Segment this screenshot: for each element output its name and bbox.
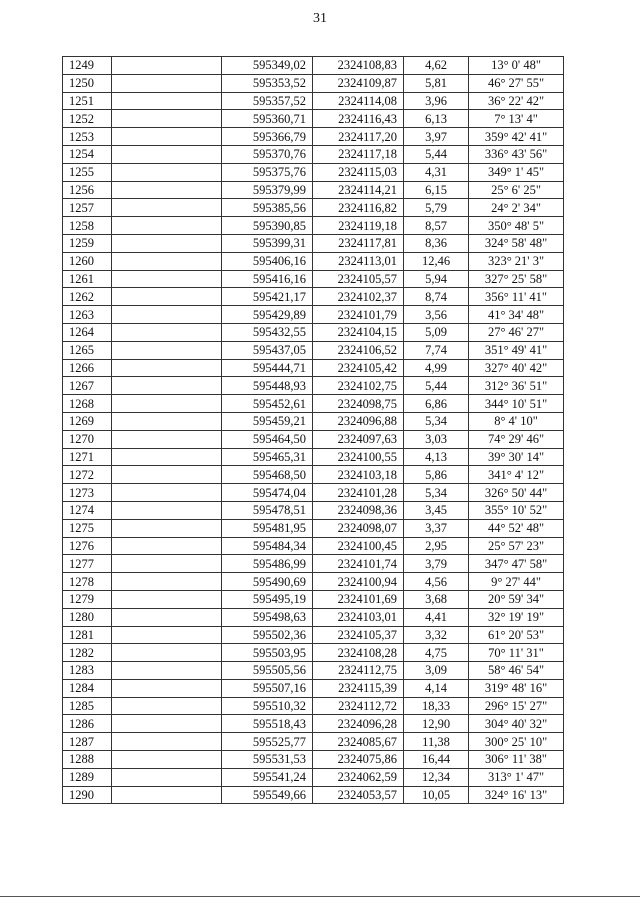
table-row xyxy=(63,484,564,502)
point-number-cell: 1271 xyxy=(63,448,112,466)
y-coordinate-cell: 2324115,03 xyxy=(313,163,404,181)
blank-cell xyxy=(112,377,222,395)
distance-cell: 6,13 xyxy=(404,110,469,128)
x-coordinate-cell: 595525,77 xyxy=(222,733,313,751)
point-number-cell: 1268 xyxy=(63,395,112,413)
bearing-cell: 336° 43' 56" xyxy=(469,145,564,163)
table-row xyxy=(63,92,564,110)
bearing-cell: 324° 58' 48" xyxy=(469,234,564,252)
bearing-cell: 324° 16' 13" xyxy=(469,786,564,804)
table-row xyxy=(63,288,564,306)
y-coordinate-cell: 2324085,67 xyxy=(313,733,404,751)
blank-cell xyxy=(112,537,222,555)
point-number-cell: 1272 xyxy=(63,466,112,484)
distance-cell: 8,74 xyxy=(404,288,469,306)
blank-cell xyxy=(112,430,222,448)
bearing-cell: 326° 50' 44" xyxy=(469,484,564,502)
bearing-cell: 7° 13' 4" xyxy=(469,110,564,128)
y-coordinate-cell: 2324117,20 xyxy=(313,128,404,146)
distance-cell: 5,79 xyxy=(404,199,469,217)
bearing-cell: 313° 1' 47" xyxy=(469,768,564,786)
y-coordinate-cell: 2324096,88 xyxy=(313,412,404,430)
y-coordinate-cell: 2324098,07 xyxy=(313,519,404,537)
blank-cell xyxy=(112,626,222,644)
x-coordinate-cell: 595416,16 xyxy=(222,270,313,288)
y-coordinate-cell: 2324114,08 xyxy=(313,92,404,110)
table-row xyxy=(63,110,564,128)
blank-cell xyxy=(112,484,222,502)
x-coordinate-cell: 595490,69 xyxy=(222,573,313,591)
distance-cell: 12,90 xyxy=(404,715,469,733)
bearing-cell: 344° 10' 51" xyxy=(469,395,564,413)
x-coordinate-cell: 595495,19 xyxy=(222,590,313,608)
blank-cell xyxy=(112,252,222,270)
x-coordinate-cell: 595498,63 xyxy=(222,608,313,626)
point-number-cell: 1278 xyxy=(63,573,112,591)
table-row xyxy=(63,786,564,804)
distance-cell: 5,34 xyxy=(404,484,469,502)
point-number-cell: 1265 xyxy=(63,341,112,359)
distance-cell: 12,34 xyxy=(404,768,469,786)
y-coordinate-cell: 2324113,01 xyxy=(313,252,404,270)
distance-cell: 4,31 xyxy=(404,163,469,181)
y-coordinate-cell: 2324100,55 xyxy=(313,448,404,466)
table-row xyxy=(63,359,564,377)
coordinate-table xyxy=(62,56,564,804)
table-row xyxy=(63,644,564,662)
table-row xyxy=(63,626,564,644)
bearing-cell: 341° 4' 12" xyxy=(469,466,564,484)
point-number-cell: 1254 xyxy=(63,145,112,163)
point-number-cell: 1274 xyxy=(63,501,112,519)
point-number-cell: 1288 xyxy=(63,751,112,769)
bearing-cell: 312° 36' 51" xyxy=(469,377,564,395)
y-coordinate-cell: 2324115,39 xyxy=(313,679,404,697)
bearing-cell: 70° 11' 31" xyxy=(469,644,564,662)
blank-cell xyxy=(112,74,222,92)
table-row xyxy=(63,537,564,555)
blank-cell xyxy=(112,733,222,751)
point-number-cell: 1289 xyxy=(63,768,112,786)
point-number-cell: 1279 xyxy=(63,590,112,608)
distance-cell: 5,09 xyxy=(404,323,469,341)
point-number-cell: 1249 xyxy=(63,57,112,75)
y-coordinate-cell: 2324102,75 xyxy=(313,377,404,395)
bearing-cell: 36° 22' 42" xyxy=(469,92,564,110)
blank-cell xyxy=(112,519,222,537)
x-coordinate-cell: 595406,16 xyxy=(222,252,313,270)
x-coordinate-cell: 595444,71 xyxy=(222,359,313,377)
table-row xyxy=(63,234,564,252)
distance-cell: 5,44 xyxy=(404,145,469,163)
x-coordinate-cell: 595507,16 xyxy=(222,679,313,697)
bearing-cell: 27° 46' 27" xyxy=(469,323,564,341)
blank-cell xyxy=(112,288,222,306)
bearing-cell: 359° 42' 41" xyxy=(469,128,564,146)
bearing-cell: 349° 1' 45" xyxy=(469,163,564,181)
point-number-cell: 1284 xyxy=(63,679,112,697)
y-coordinate-cell: 2324062,59 xyxy=(313,768,404,786)
distance-cell: 4,75 xyxy=(404,644,469,662)
x-coordinate-cell: 595478,51 xyxy=(222,501,313,519)
x-coordinate-cell: 595379,99 xyxy=(222,181,313,199)
point-number-cell: 1273 xyxy=(63,484,112,502)
x-coordinate-cell: 595353,52 xyxy=(222,74,313,92)
table-row xyxy=(63,199,564,217)
blank-cell xyxy=(112,662,222,680)
point-number-cell: 1250 xyxy=(63,74,112,92)
y-coordinate-cell: 2324101,79 xyxy=(313,306,404,324)
distance-cell: 5,81 xyxy=(404,74,469,92)
point-number-cell: 1276 xyxy=(63,537,112,555)
bearing-cell: 296° 15' 27" xyxy=(469,697,564,715)
point-number-cell: 1277 xyxy=(63,555,112,573)
distance-cell: 16,44 xyxy=(404,751,469,769)
distance-cell: 6,86 xyxy=(404,395,469,413)
table-row xyxy=(63,323,564,341)
distance-cell: 3,03 xyxy=(404,430,469,448)
y-coordinate-cell: 2324098,36 xyxy=(313,501,404,519)
y-coordinate-cell: 2324108,28 xyxy=(313,644,404,662)
y-coordinate-cell: 2324100,45 xyxy=(313,537,404,555)
bearing-cell: 20° 59' 34" xyxy=(469,590,564,608)
table-row xyxy=(63,217,564,235)
bearing-cell: 8° 4' 10" xyxy=(469,412,564,430)
x-coordinate-cell: 595484,34 xyxy=(222,537,313,555)
distance-cell: 2,95 xyxy=(404,537,469,555)
y-coordinate-cell: 2324101,28 xyxy=(313,484,404,502)
bearing-cell: 41° 34' 48" xyxy=(469,306,564,324)
point-number-cell: 1257 xyxy=(63,199,112,217)
x-coordinate-cell: 595549,66 xyxy=(222,786,313,804)
blank-cell xyxy=(112,573,222,591)
blank-cell xyxy=(112,590,222,608)
blank-cell xyxy=(112,644,222,662)
x-coordinate-cell: 595399,31 xyxy=(222,234,313,252)
point-number-cell: 1261 xyxy=(63,270,112,288)
bearing-cell: 44° 52' 48" xyxy=(469,519,564,537)
y-coordinate-cell: 2324103,01 xyxy=(313,608,404,626)
x-coordinate-cell: 595357,52 xyxy=(222,92,313,110)
bearing-cell: 9° 27' 44" xyxy=(469,573,564,591)
y-coordinate-cell: 2324075,86 xyxy=(313,751,404,769)
point-number-cell: 1258 xyxy=(63,217,112,235)
point-number-cell: 1275 xyxy=(63,519,112,537)
x-coordinate-cell: 595503,95 xyxy=(222,644,313,662)
distance-cell: 3,96 xyxy=(404,92,469,110)
x-coordinate-cell: 595385,56 xyxy=(222,199,313,217)
x-coordinate-cell: 595464,50 xyxy=(222,430,313,448)
x-coordinate-cell: 595465,31 xyxy=(222,448,313,466)
distance-cell: 3,37 xyxy=(404,519,469,537)
point-number-cell: 1285 xyxy=(63,697,112,715)
x-coordinate-cell: 595370,76 xyxy=(222,145,313,163)
y-coordinate-cell: 2324098,75 xyxy=(313,395,404,413)
point-number-cell: 1252 xyxy=(63,110,112,128)
bearing-cell: 13° 0' 48" xyxy=(469,57,564,75)
blank-cell xyxy=(112,145,222,163)
y-coordinate-cell: 2324100,94 xyxy=(313,573,404,591)
point-number-cell: 1253 xyxy=(63,128,112,146)
table-row xyxy=(63,395,564,413)
bearing-cell: 39° 30' 14" xyxy=(469,448,564,466)
table-row xyxy=(63,430,564,448)
y-coordinate-cell: 2324096,28 xyxy=(313,715,404,733)
point-number-cell: 1270 xyxy=(63,430,112,448)
bearing-cell: 32° 19' 19" xyxy=(469,608,564,626)
point-number-cell: 1260 xyxy=(63,252,112,270)
distance-cell: 4,41 xyxy=(404,608,469,626)
point-number-cell: 1264 xyxy=(63,323,112,341)
x-coordinate-cell: 595452,61 xyxy=(222,395,313,413)
distance-cell: 5,86 xyxy=(404,466,469,484)
table-row xyxy=(63,751,564,769)
blank-cell xyxy=(112,786,222,804)
bearing-cell: 355° 10' 52" xyxy=(469,501,564,519)
table-row xyxy=(63,679,564,697)
y-coordinate-cell: 2324116,43 xyxy=(313,110,404,128)
bearing-cell: 306° 11' 38" xyxy=(469,751,564,769)
distance-cell: 3,56 xyxy=(404,306,469,324)
blank-cell xyxy=(112,181,222,199)
y-coordinate-cell: 2324119,18 xyxy=(313,217,404,235)
bearing-cell: 58° 46' 54" xyxy=(469,662,564,680)
blank-cell xyxy=(112,608,222,626)
point-number-cell: 1262 xyxy=(63,288,112,306)
point-number-cell: 1290 xyxy=(63,786,112,804)
table-row xyxy=(63,573,564,591)
x-coordinate-cell: 595448,93 xyxy=(222,377,313,395)
blank-cell xyxy=(112,199,222,217)
x-coordinate-cell: 595486,99 xyxy=(222,555,313,573)
table-row xyxy=(63,501,564,519)
table-row xyxy=(63,412,564,430)
blank-cell xyxy=(112,768,222,786)
blank-cell xyxy=(112,395,222,413)
y-coordinate-cell: 2324102,37 xyxy=(313,288,404,306)
distance-cell: 3,32 xyxy=(404,626,469,644)
x-coordinate-cell: 595505,56 xyxy=(222,662,313,680)
point-number-cell: 1259 xyxy=(63,234,112,252)
table-row xyxy=(63,608,564,626)
bearing-cell: 25° 57' 23" xyxy=(469,537,564,555)
table-row xyxy=(63,306,564,324)
y-coordinate-cell: 2324106,52 xyxy=(313,341,404,359)
distance-cell: 3,09 xyxy=(404,662,469,680)
y-coordinate-cell: 2324105,57 xyxy=(313,270,404,288)
x-coordinate-cell: 595421,17 xyxy=(222,288,313,306)
point-number-cell: 1266 xyxy=(63,359,112,377)
distance-cell: 7,74 xyxy=(404,341,469,359)
blank-cell xyxy=(112,341,222,359)
coordinate-table-body xyxy=(63,57,564,804)
x-coordinate-cell: 595432,55 xyxy=(222,323,313,341)
bearing-cell: 347° 47' 58" xyxy=(469,555,564,573)
bearing-cell: 46° 27' 55" xyxy=(469,74,564,92)
point-number-cell: 1281 xyxy=(63,626,112,644)
distance-cell: 18,33 xyxy=(404,697,469,715)
blank-cell xyxy=(112,306,222,324)
blank-cell xyxy=(112,110,222,128)
blank-cell xyxy=(112,751,222,769)
x-coordinate-cell: 595366,79 xyxy=(222,128,313,146)
distance-cell: 3,97 xyxy=(404,128,469,146)
distance-cell: 8,57 xyxy=(404,217,469,235)
x-coordinate-cell: 595468,50 xyxy=(222,466,313,484)
point-number-cell: 1263 xyxy=(63,306,112,324)
bearing-cell: 356° 11' 41" xyxy=(469,288,564,306)
distance-cell: 4,56 xyxy=(404,573,469,591)
x-coordinate-cell: 595474,04 xyxy=(222,484,313,502)
table-row xyxy=(63,662,564,680)
blank-cell xyxy=(112,217,222,235)
bottom-rule xyxy=(0,896,640,897)
distance-cell: 11,38 xyxy=(404,733,469,751)
distance-cell: 6,15 xyxy=(404,181,469,199)
bearing-cell: 327° 40' 42" xyxy=(469,359,564,377)
bearing-cell: 327° 25' 58" xyxy=(469,270,564,288)
blank-cell xyxy=(112,359,222,377)
blank-cell xyxy=(112,501,222,519)
bearing-cell: 300° 25' 10" xyxy=(469,733,564,751)
y-coordinate-cell: 2324108,83 xyxy=(313,57,404,75)
x-coordinate-cell: 595360,71 xyxy=(222,110,313,128)
y-coordinate-cell: 2324105,37 xyxy=(313,626,404,644)
distance-cell: 10,05 xyxy=(404,786,469,804)
distance-cell: 4,99 xyxy=(404,359,469,377)
blank-cell xyxy=(112,466,222,484)
blank-cell xyxy=(112,555,222,573)
point-number-cell: 1286 xyxy=(63,715,112,733)
blank-cell xyxy=(112,234,222,252)
bearing-cell: 351° 49' 41" xyxy=(469,341,564,359)
table-row xyxy=(63,697,564,715)
y-coordinate-cell: 2324101,69 xyxy=(313,590,404,608)
y-coordinate-cell: 2324053,57 xyxy=(313,786,404,804)
distance-cell: 3,79 xyxy=(404,555,469,573)
distance-cell: 3,68 xyxy=(404,590,469,608)
y-coordinate-cell: 2324104,15 xyxy=(313,323,404,341)
blank-cell xyxy=(112,128,222,146)
table-row xyxy=(63,466,564,484)
y-coordinate-cell: 2324112,75 xyxy=(313,662,404,680)
point-number-cell: 1251 xyxy=(63,92,112,110)
table-row xyxy=(63,128,564,146)
table-row xyxy=(63,519,564,537)
blank-cell xyxy=(112,697,222,715)
point-number-cell: 1269 xyxy=(63,412,112,430)
table-row xyxy=(63,270,564,288)
x-coordinate-cell: 595375,76 xyxy=(222,163,313,181)
bearing-cell: 61° 20' 53" xyxy=(469,626,564,644)
y-coordinate-cell: 2324112,72 xyxy=(313,697,404,715)
blank-cell xyxy=(112,448,222,466)
x-coordinate-cell: 595502,36 xyxy=(222,626,313,644)
distance-cell: 12,46 xyxy=(404,252,469,270)
table-row xyxy=(63,57,564,75)
y-coordinate-cell: 2324097,63 xyxy=(313,430,404,448)
bearing-cell: 323° 21' 3" xyxy=(469,252,564,270)
x-coordinate-cell: 595531,53 xyxy=(222,751,313,769)
table-row xyxy=(63,74,564,92)
distance-cell: 3,45 xyxy=(404,501,469,519)
blank-cell xyxy=(112,323,222,341)
point-number-cell: 1267 xyxy=(63,377,112,395)
page-number: 31 xyxy=(313,11,327,26)
point-number-cell: 1255 xyxy=(63,163,112,181)
y-coordinate-cell: 2324103,18 xyxy=(313,466,404,484)
y-coordinate-cell: 2324117,18 xyxy=(313,145,404,163)
point-number-cell: 1287 xyxy=(63,733,112,751)
distance-cell: 5,94 xyxy=(404,270,469,288)
blank-cell xyxy=(112,679,222,697)
distance-cell: 4,62 xyxy=(404,57,469,75)
y-coordinate-cell: 2324105,42 xyxy=(313,359,404,377)
y-coordinate-cell: 2324101,74 xyxy=(313,555,404,573)
blank-cell xyxy=(112,715,222,733)
x-coordinate-cell: 595437,05 xyxy=(222,341,313,359)
table-row xyxy=(63,341,564,359)
table-row xyxy=(63,145,564,163)
point-number-cell: 1283 xyxy=(63,662,112,680)
y-coordinate-cell: 2324109,87 xyxy=(313,74,404,92)
blank-cell xyxy=(112,270,222,288)
table-row xyxy=(63,377,564,395)
point-number-cell: 1256 xyxy=(63,181,112,199)
blank-cell xyxy=(112,412,222,430)
blank-cell xyxy=(112,163,222,181)
point-number-cell: 1280 xyxy=(63,608,112,626)
table-row xyxy=(63,555,564,573)
table-row xyxy=(63,715,564,733)
y-coordinate-cell: 2324116,82 xyxy=(313,199,404,217)
x-coordinate-cell: 595541,24 xyxy=(222,768,313,786)
distance-cell: 8,36 xyxy=(404,234,469,252)
blank-cell xyxy=(112,92,222,110)
x-coordinate-cell: 595481,95 xyxy=(222,519,313,537)
x-coordinate-cell: 595429,89 xyxy=(222,306,313,324)
distance-cell: 4,14 xyxy=(404,679,469,697)
table-row xyxy=(63,181,564,199)
bearing-cell: 24° 2' 34" xyxy=(469,199,564,217)
distance-cell: 5,44 xyxy=(404,377,469,395)
x-coordinate-cell: 595518,43 xyxy=(222,715,313,733)
bearing-cell: 25° 6' 25" xyxy=(469,181,564,199)
table-row xyxy=(63,768,564,786)
table-row xyxy=(63,590,564,608)
distance-cell: 5,34 xyxy=(404,412,469,430)
bearing-cell: 74° 29' 46" xyxy=(469,430,564,448)
bearing-cell: 319° 48' 16" xyxy=(469,679,564,697)
point-number-cell: 1282 xyxy=(63,644,112,662)
table-row xyxy=(63,448,564,466)
table-row xyxy=(63,163,564,181)
blank-cell xyxy=(112,57,222,75)
distance-cell: 4,13 xyxy=(404,448,469,466)
x-coordinate-cell: 595459,21 xyxy=(222,412,313,430)
x-coordinate-cell: 595390,85 xyxy=(222,217,313,235)
bearing-cell: 350° 48' 5" xyxy=(469,217,564,235)
table-row xyxy=(63,733,564,751)
y-coordinate-cell: 2324114,21 xyxy=(313,181,404,199)
bearing-cell: 304° 40' 32" xyxy=(469,715,564,733)
x-coordinate-cell: 595349,02 xyxy=(222,57,313,75)
x-coordinate-cell: 595510,32 xyxy=(222,697,313,715)
table-row xyxy=(63,252,564,270)
y-coordinate-cell: 2324117,81 xyxy=(313,234,404,252)
